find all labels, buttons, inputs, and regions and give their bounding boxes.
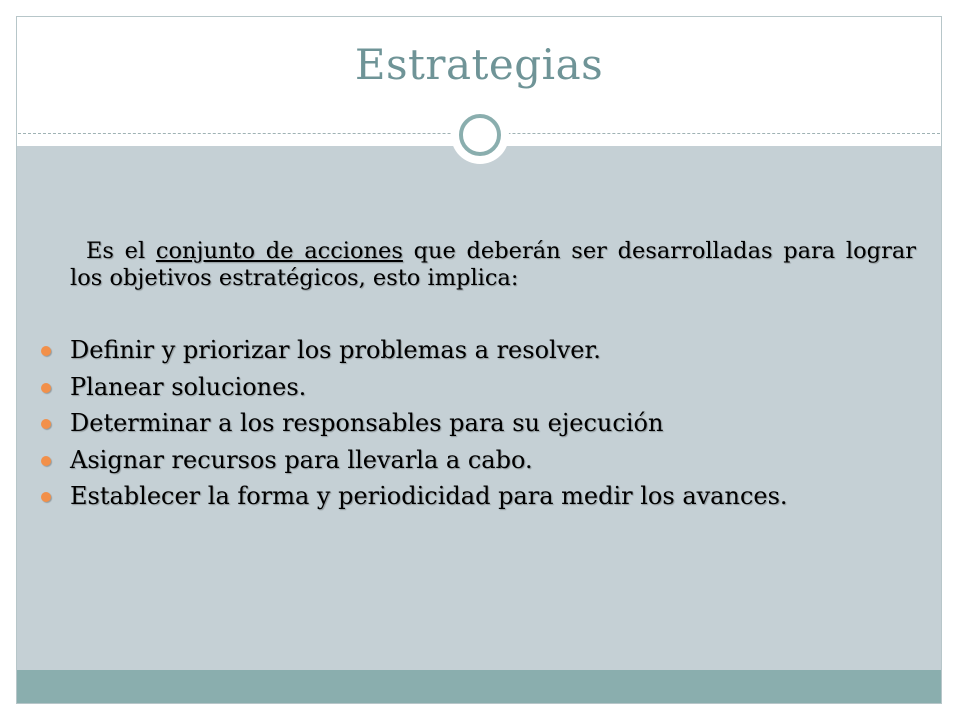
bullet-dot-icon xyxy=(41,346,51,356)
slide-content xyxy=(40,238,920,515)
bullet-dot-icon xyxy=(41,456,51,466)
footer-band xyxy=(17,670,941,703)
bullet-dot-icon xyxy=(41,383,51,393)
bullet-text: Determinar a los responsables para su ejecución xyxy=(70,409,664,437)
bullet-text: Planear soluciones. xyxy=(70,372,307,401)
bullet-item xyxy=(40,442,920,479)
slide-title: Estrategias xyxy=(354,40,604,89)
bullet-item xyxy=(40,369,920,406)
bullet-text: Definir y priorizar los problemas a resolver. xyxy=(70,336,601,364)
intro-text-start: Es el xyxy=(86,238,156,264)
intro-text-end: que deberán ser desarrolladas para lograr los objetivos estratégicos, esto implica: xyxy=(70,238,916,291)
bullet-list xyxy=(40,332,920,515)
bullet-dot-icon xyxy=(41,419,51,429)
bullet-item xyxy=(40,478,920,515)
bullet-item xyxy=(40,332,920,369)
ring-icon xyxy=(451,106,509,164)
bullet-dot-icon xyxy=(41,492,51,502)
intro-underlined-phrase: conjunto de acciones xyxy=(155,238,403,264)
intro-paragraph xyxy=(70,238,916,292)
bullet-text: Establecer la forma y periodicidad para medir los avances. xyxy=(70,482,788,510)
bullet-text: Asignar recursos para llevarla a cabo. xyxy=(70,445,533,474)
bullet-item xyxy=(40,405,920,442)
